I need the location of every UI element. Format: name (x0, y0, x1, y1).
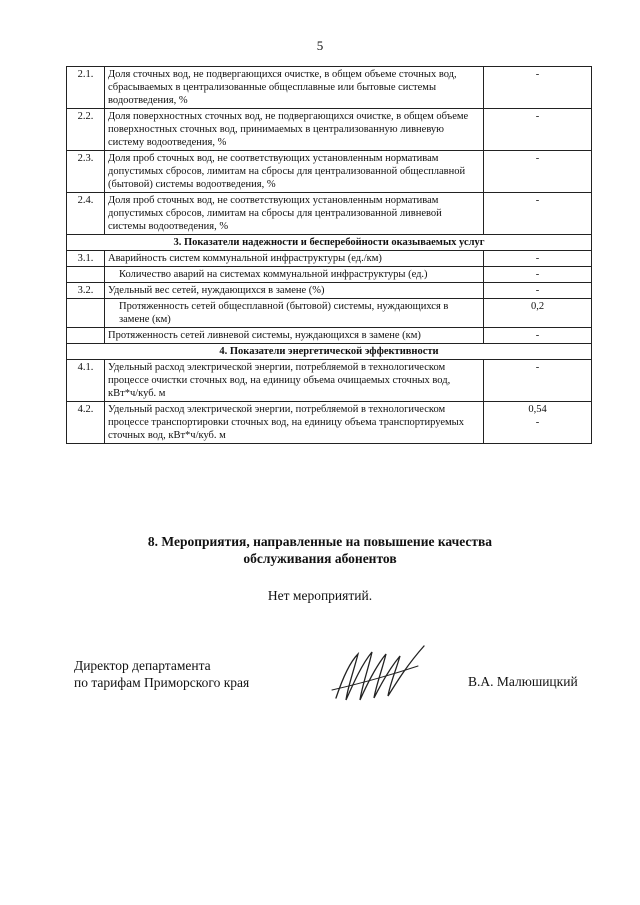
row-number: 2.4. (67, 193, 105, 235)
indicator-label: Аварийность систем коммунальной инфраструктуры (ед./км) (105, 251, 484, 267)
page-number: 5 (316, 38, 324, 53)
row-number: 2.3. (67, 151, 105, 193)
section-8-heading-line-2: обслуживания абонентов (243, 551, 397, 566)
indicator-label: Протяженность сетей ливневой системы, нуждающихся в замене (км) (105, 328, 484, 344)
indicator-value (484, 299, 592, 328)
table-section-row (67, 344, 592, 360)
indicator-value-text: - (535, 195, 540, 206)
indicator-label: Удельный расход электрической энергии, потребляемой в технологическом процессе транспортировки сточных вод, на единицу объема транспортируемых сточных вод, кВт*ч/куб. м (105, 402, 484, 444)
section-8-heading-line-1: 8. Мероприятия, направленные на повышение качества (147, 534, 493, 549)
indicators-table (66, 66, 592, 444)
row-number: 4.2. (67, 402, 105, 444)
table-row (67, 267, 592, 283)
indicator-label: Доля сточных вод, не подвергающихся очистке, в общем объеме сточных вод, сбрасываемых в централизованные общесплавные или бытовые системы водоотведения, % (105, 67, 484, 109)
indicator-value (484, 328, 592, 344)
indicator-label: Доля проб сточных вод, не соответствующих установленным нормативам допустимых сбросов, лимитам на сбросы для централизованной ливневой системы водоотведения, % (105, 193, 484, 235)
signer-title-line-1: Директор департамента (74, 658, 211, 673)
handwritten-signature (328, 640, 428, 708)
indicator-value-text: - (535, 362, 540, 373)
table-row (67, 402, 592, 444)
row-number (67, 328, 105, 344)
row-number: 2.1. (67, 67, 105, 109)
table-row (67, 67, 592, 109)
indicator-value (484, 251, 592, 267)
indicator-value (484, 283, 592, 299)
signer-name: В.А. Малюшицкий (468, 674, 578, 689)
no-events-text: Нет мероприятий. (267, 588, 373, 603)
indicator-value-text: - (535, 269, 540, 280)
section-title: 4. Показатели энергетической эффективности (67, 344, 592, 360)
indicator-value-text: - (535, 285, 540, 296)
signer-title-line-2: по тарифам Приморского края (74, 675, 250, 690)
table-row (67, 251, 592, 267)
indicator-value (484, 67, 592, 109)
section-title: 3. Показатели надежности и бесперебойности оказываемых услуг (67, 235, 592, 251)
indicators-table-body (67, 67, 592, 444)
table-row (67, 299, 592, 328)
row-number (67, 299, 105, 328)
indicator-value (484, 267, 592, 283)
table-row (67, 328, 592, 344)
indicator-value-text: - (535, 153, 540, 164)
table-section-row (67, 235, 592, 251)
table-row (67, 151, 592, 193)
indicator-value-text: 0,2 (530, 301, 545, 312)
signer-title (74, 657, 249, 691)
table-row (67, 109, 592, 151)
row-number: 3.2. (67, 283, 105, 299)
indicator-value (484, 109, 592, 151)
indicator-value (484, 151, 592, 193)
indicator-value-text: - (535, 330, 540, 341)
indicator-label: Удельный вес сетей, нуждающихся в замене (%) (105, 283, 484, 299)
indicator-label: Доля проб сточных вод, не соответствующих установленным нормативам допустимых сбросов, лимитам на сбросы для централизованной общесплавной (бытовой) системы водоотведения, % (105, 151, 484, 193)
indicator-value (484, 402, 592, 444)
indicator-label: Протяженность сетей общесплавной (бытовой) системы, нуждающихся в замене (км) (105, 299, 484, 328)
indicator-label: Количество аварий на системах коммунальной инфраструктуры (ед.) (105, 267, 484, 283)
row-number: 3.1. (67, 251, 105, 267)
table-row (67, 283, 592, 299)
table-row (67, 360, 592, 402)
indicator-label: Доля поверхностных сточных вод, не подвергающихся очистке, в общем объеме поверхностных сточных вод, принимаемых в централизованную ливневую систему водоотведения, % (105, 109, 484, 151)
indicator-value (484, 193, 592, 235)
indicator-label: Удельный расход электрической энергии, потребляемой в технологическом процессе очистки сточных вод, на единицу объема очищаемых сточных вод, кВт*ч/куб. м (105, 360, 484, 402)
indicator-value-text: 0,54 (528, 404, 547, 415)
indicator-value-text: - (535, 111, 540, 122)
section-8-heading (0, 533, 640, 567)
row-number (67, 267, 105, 283)
indicator-value-text: - (535, 253, 540, 264)
indicator-value-secondary: - (535, 417, 540, 428)
row-number: 4.1. (67, 360, 105, 402)
row-number: 2.2. (67, 109, 105, 151)
indicator-value (484, 360, 592, 402)
table-row (67, 193, 592, 235)
indicator-value-text: - (535, 69, 540, 80)
